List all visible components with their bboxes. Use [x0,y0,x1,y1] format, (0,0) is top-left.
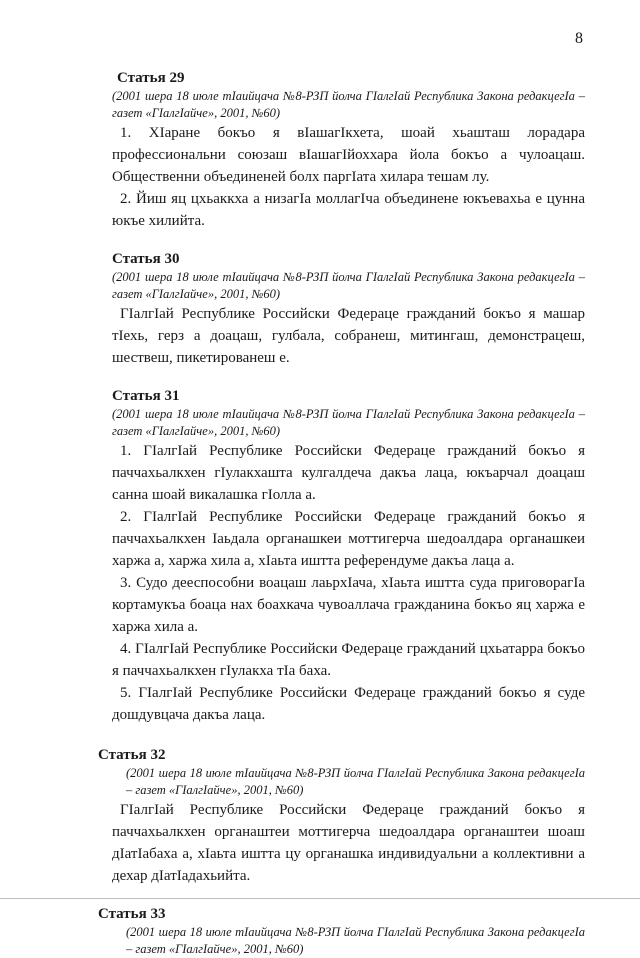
article-paragraph: ГIалгIай Республике Российски Федераце гражданий бокъо я машар тIехь, герз а доацаш, гулбала, собранеш, митингаш, демонстрацеш, шествеш, пикетированеш е. [112,306,585,366]
article-heading: Статья 33 [98,906,166,922]
article-paragraph: 1. ХIаране бокъо я вIашагIкхета, шоай хьашташ лорадара профессиональни союзаш вIашагIйоххара йола бокъо а чулоацаш. Общественни объединеней болх паргIата хилара тешам лу. [112,125,585,185]
article-paragraph: 5. ГIалгIай Республике Российски Федераце гражданий бокъо я суде дошдувцача дакъа лаца. [112,685,585,723]
article-31 [112,386,585,726]
document-body [98,68,585,958]
article-paragraph: 4. ГIалгIай Республике Российски Федераце гражданий цхьатарра бокъо я паччахьалкхен гIулакха тIа баха. [112,641,585,679]
article-paragraph: 2. Йиш яц цхьаккха а низагIа моллагIча объединене юкъевахьа е цунна юкъе хилийта. [112,191,585,229]
article-heading: Статья 29 [117,70,185,86]
page-number: 8 [575,30,583,47]
scan-edge-line [0,898,640,899]
article-paragraph: 3. Судо дееспособни воацаш лаьрхIача, хIаьта иштта суда приговорагIа кортамукъа боаца нах боахкача чувоаллача гражданина бокъо яц харжа е харжа хила а. [112,575,585,635]
article-note: (2001 шера 18 июле тIаийцача №8-РЗП йолча ГIалгIай Республика Закона редакцегIа – газет «ГIалгIайче», 2001, №60) [112,407,585,438]
article-29 [112,68,585,232]
article-33 [98,904,585,958]
article-paragraph: 1. ГIалгIай Республике Российски Федераце гражданий бокъо я паччахьалкхен гIулакхашта кулгалдеча дакъа лаца, юкъарчал доацаш санна шоай викалашка гIолла а. [112,443,585,503]
article-heading: Статья 31 [112,388,180,404]
article-30 [112,249,585,369]
article-note: (2001 шера 18 июле тIаийцача №8-РЗП йолча ГIалгIай Республика Закона редакцегIа – газет «ГIалгIайче», 2001, №60) [112,270,585,301]
article-note: (2001 шера 18 июле тIаийцача №8-РЗП йолча ГIалгIай Республика Закона редакцегIа – газет «ГIалгIайче», 2001, №60) [112,89,585,120]
article-heading: Статья 30 [112,251,180,267]
article-note: (2001 шера 18 июле тIаийцача №8-РЗП йолча ГIалгIай Республика Закона редакцегIа – газет «ГIалгIайче», 2001, №60) [126,766,585,797]
article-heading: Статья 32 [98,747,166,763]
article-paragraph: 2. ГIалгIай Республике Российски Федераце гражданий бокъо я паччахьалкхен Iаьдала органашкеи моттигерча шедоалдара органашкеи харжа а, харжа хила а, хIаьта иштта референдуме дакъа лаца а. [112,509,585,569]
article-paragraph: ГIалгIай Республике Российски Федераце гражданий бокъо я паччахьалкхен органаштеи моттигерча шедоалдара органаштеи шоаш дIатIабахa а, хIаьта иштта цу органашка индивидуальни а коллективни а дехар дIатIадахьийта. [112,802,585,884]
article-32 [98,745,585,887]
article-note: (2001 шера 18 июле тIаийцача №8-РЗП йолча ГIалгIай Республика Закона редакцегIа – газет «ГIалгIайче», 2001, №60) [126,925,585,956]
